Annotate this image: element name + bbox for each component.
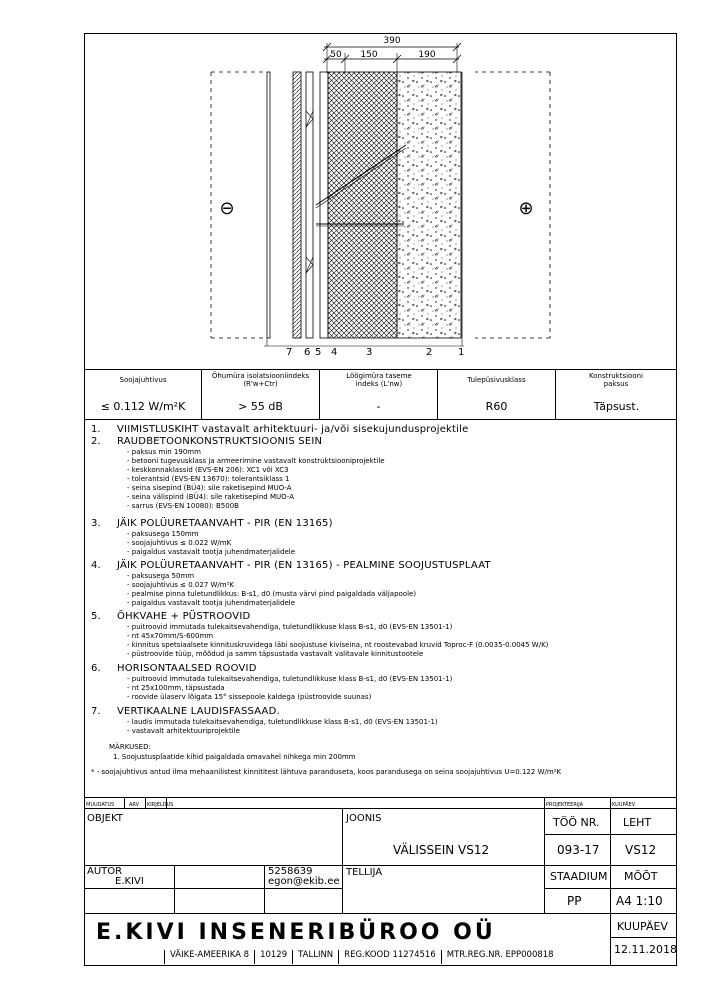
moot-label: MÕÕT — [624, 870, 658, 883]
moot-value: A4 1:10 — [616, 894, 663, 908]
prop-value-impact-sound: - — [376, 400, 381, 413]
dim-part-3: 190 — [418, 50, 436, 60]
layer-3-insulation — [328, 72, 397, 338]
address-street: VÄIKE-AMEERIKA 8 — [164, 950, 254, 964]
layer-2-concrete — [397, 72, 461, 338]
note-number: 3. — [91, 518, 101, 529]
note-line: - paigaldus vastavalt tootja juhendmaterjalidele — [127, 548, 295, 556]
prop-value-fire-rating: R60 — [485, 400, 508, 413]
exterior-symbol: ⊕ — [518, 198, 534, 219]
note-line: - paksus min 190mm — [127, 448, 201, 456]
layer-num-4: 4 — [331, 347, 338, 358]
note-line: - tolerantsid (EVS-EN 13670): tolerantsiklass 1 — [127, 475, 290, 483]
remarks-title: MÄRKUSED: — [109, 743, 151, 751]
note-line: - nt 25x100mm, täpsustada — [127, 684, 225, 692]
kuupaev-value: 12.11.2018 — [614, 943, 677, 956]
prop-label-fire-rating: Tulepüsivusklass — [467, 376, 526, 384]
note-line: - roovide ülaserv lõigata 15° sissepoole kaldega (püstroovide suunas) — [127, 693, 372, 701]
note-line: - kinnitus spetsiaalsete kinnituskruvidega läbi soojustuse kiviseina, nt roostevabad kruvid Toproc-F (0.0035-0.0045 W/K) — [127, 641, 549, 649]
joonis-value: VÄLISSEIN VS12 — [393, 843, 490, 857]
note-line: - nt 45x70mm/S-600mm — [127, 632, 214, 640]
company-address — [164, 950, 559, 964]
layer-num-7: 7 — [286, 347, 293, 358]
note-number: 6. — [91, 663, 101, 674]
wall-section-drawing — [84, 33, 677, 373]
prop-value-airborne-sound: > 55 dB — [238, 400, 283, 413]
kuupaev-label: KUUPÄEV — [617, 920, 668, 933]
note-line: - keskkonnaklassid (EVS-EN 206): XC1 või XC3 — [127, 466, 289, 474]
joonis-label: JOONIS — [346, 813, 382, 824]
objekt-label: OBJEKT — [87, 813, 123, 824]
prop-value-thickness: Täpsust. — [593, 400, 640, 413]
note-line: - paigaldus vastavalt tootja juhendmaterjalidele — [127, 599, 295, 607]
note-heading: ÕHKVAHE + PÜSTROOVID — [117, 611, 251, 622]
autor-value: E.KIVI — [115, 876, 144, 887]
layer-num-2: 2 — [426, 347, 433, 358]
note-line: - laudis immutada tulekaitsevahendiga, tuletundlikkuse klass B-s1, d0 (EVS-EN 13501-1) — [127, 718, 438, 726]
rev-col-arv: ARV — [129, 802, 140, 808]
note-line: - soojajuhtivus ≤ 0.027 W/m²K — [127, 581, 235, 589]
rev-col-kuupaev: KUUPÄEV — [612, 802, 636, 808]
note-line: - puitroovid immutada tulekaitsevahendiga, tuletundlikkuse klass B-s1, d0 (EVS-EN 13501-1) — [127, 623, 453, 631]
note-heading: HORISONTAALSED ROOVID — [117, 663, 257, 674]
stud-symbol — [306, 111, 313, 273]
staadium-value: PP — [567, 894, 582, 908]
too-nr-label: TÖÖ NR. — [553, 816, 600, 829]
dim-part-2: 150 — [360, 50, 378, 60]
rev-col-muudatus: MUUDATUS — [86, 802, 115, 808]
remarks-text: 1. Soojustusplaatide kihid paigaldada omavahel nihkega min 200mm — [113, 753, 356, 761]
footnote: * - soojajuhtivus antud ilma mehaanilistest kinnititest lähtuva paranduseta, koos parandusega on seina soojajuhtivus U=0.122 W/m²K — [91, 768, 562, 776]
note-number: 1. — [91, 424, 101, 435]
note-line: - paksusega 150mm — [127, 530, 199, 538]
dim-total: 390 — [383, 36, 401, 46]
note-line: - paksusega 50mm — [127, 572, 195, 580]
note-line: - puitroovid immutada tulekaitsevahendiga, tuletundlikkuse klass B-s1, d0 (EVS-EN 13501-1) — [127, 675, 453, 683]
address-city: TALLINN — [292, 950, 338, 964]
note-line: - pealmise pinna tuletundlikkus: B-s1, d0 (musta värvi pind paigaldada väljapoole) — [127, 590, 417, 598]
note-heading: RAUDBETOONKONSTRUKTSIOONIS SEIN — [117, 436, 323, 447]
autor-label: AUTOR — [87, 866, 123, 877]
layer-num-5: 5 — [315, 347, 322, 358]
note-number: 7. — [91, 706, 101, 717]
too-nr-value: 093-17 — [557, 843, 600, 857]
note-heading: JÄIK POLÜURETAANVAHT - PIR (EN 13165) — [117, 518, 333, 529]
note-line: - vastavalt arhitektuuriprojektile — [127, 727, 240, 735]
exterior-boundary — [475, 72, 550, 338]
layer-num-3: 3 — [366, 347, 373, 358]
address-postcode: 10129 — [254, 950, 292, 964]
note-number: 2. — [91, 436, 101, 447]
email: egon@ekib.ee — [268, 876, 340, 887]
dim-part-1: 50 — [330, 50, 342, 60]
prop-label-airborne-sound: Õhumüra isolatsiooniindeks (R'w+Ctr) — [211, 372, 310, 388]
note-line: - seina välispind (BÜ4): sile raketisepind MUO-A — [127, 493, 294, 501]
note-heading: VIIMISTLUSKIHT vastavalt arhitektuuri- ja/või sisekujundusprojektile — [117, 424, 469, 435]
note-number: 5. — [91, 611, 101, 622]
note-number: 4. — [91, 560, 101, 571]
layer-7-cladding — [267, 72, 270, 338]
prop-value-u-value: ≤ 0.112 W/m²K — [100, 400, 186, 413]
rev-col-kirjeldus: KIRJELDUS — [147, 802, 174, 808]
prop-label-impact-sound: Löögimüra taseme indeks (L'nw) — [346, 372, 412, 388]
interior-symbol: ⊖ — [219, 198, 235, 219]
note-line: - soojajuhtivus ≤ 0.022 W/mK — [127, 539, 232, 547]
note-line: - sarrus (EVS-EN 10080): B500B — [127, 502, 239, 510]
layer-4-insulation — [320, 72, 328, 338]
staadium-label: STAADIUM — [550, 870, 608, 883]
prop-label-thickness: Konstruktsiooni paksus — [588, 372, 643, 388]
address-mtr: MTR.REG.NR. EPP000818 — [441, 950, 559, 964]
company-name: E.KIVI INSENERIBÜROO OÜ — [96, 920, 496, 945]
note-line: - püstroovide tüüp, mõõdud ja samm täpsustada vastavalt valitavale kinnitustootele — [127, 650, 424, 658]
rev-col-projekteerija: PROJEKTEERIJA — [546, 802, 584, 808]
leht-label: LEHT — [623, 816, 652, 829]
leht-value: VS12 — [625, 843, 657, 857]
tellija-label: TELLIJA — [346, 867, 383, 878]
layer-num-6: 6 — [304, 347, 311, 358]
prop-label-u-value: Soojajuhtivus — [119, 376, 167, 384]
layer-6-batten — [293, 72, 301, 338]
address-regcode: REG.KOOD 11274516 — [338, 950, 441, 964]
note-heading: VERTIKAALNE LAUDISFASSAAD. — [117, 706, 280, 717]
dimension-line — [323, 43, 461, 73]
note-line: - seina sisepind (BÜ4): sile raketisepind MUO-A — [127, 484, 292, 492]
note-line: - betooni tugevusklass ja armeerimine vastavalt konstruktsiooniprojektile — [127, 457, 385, 465]
layer-num-1: 1 — [458, 347, 465, 358]
phone: 5258639 — [268, 866, 313, 877]
note-heading: JÄIK POLÜURETAANVAHT - PIR (EN 13165) - PEALMINE SOOJUSTUSPLAAT — [117, 560, 491, 571]
